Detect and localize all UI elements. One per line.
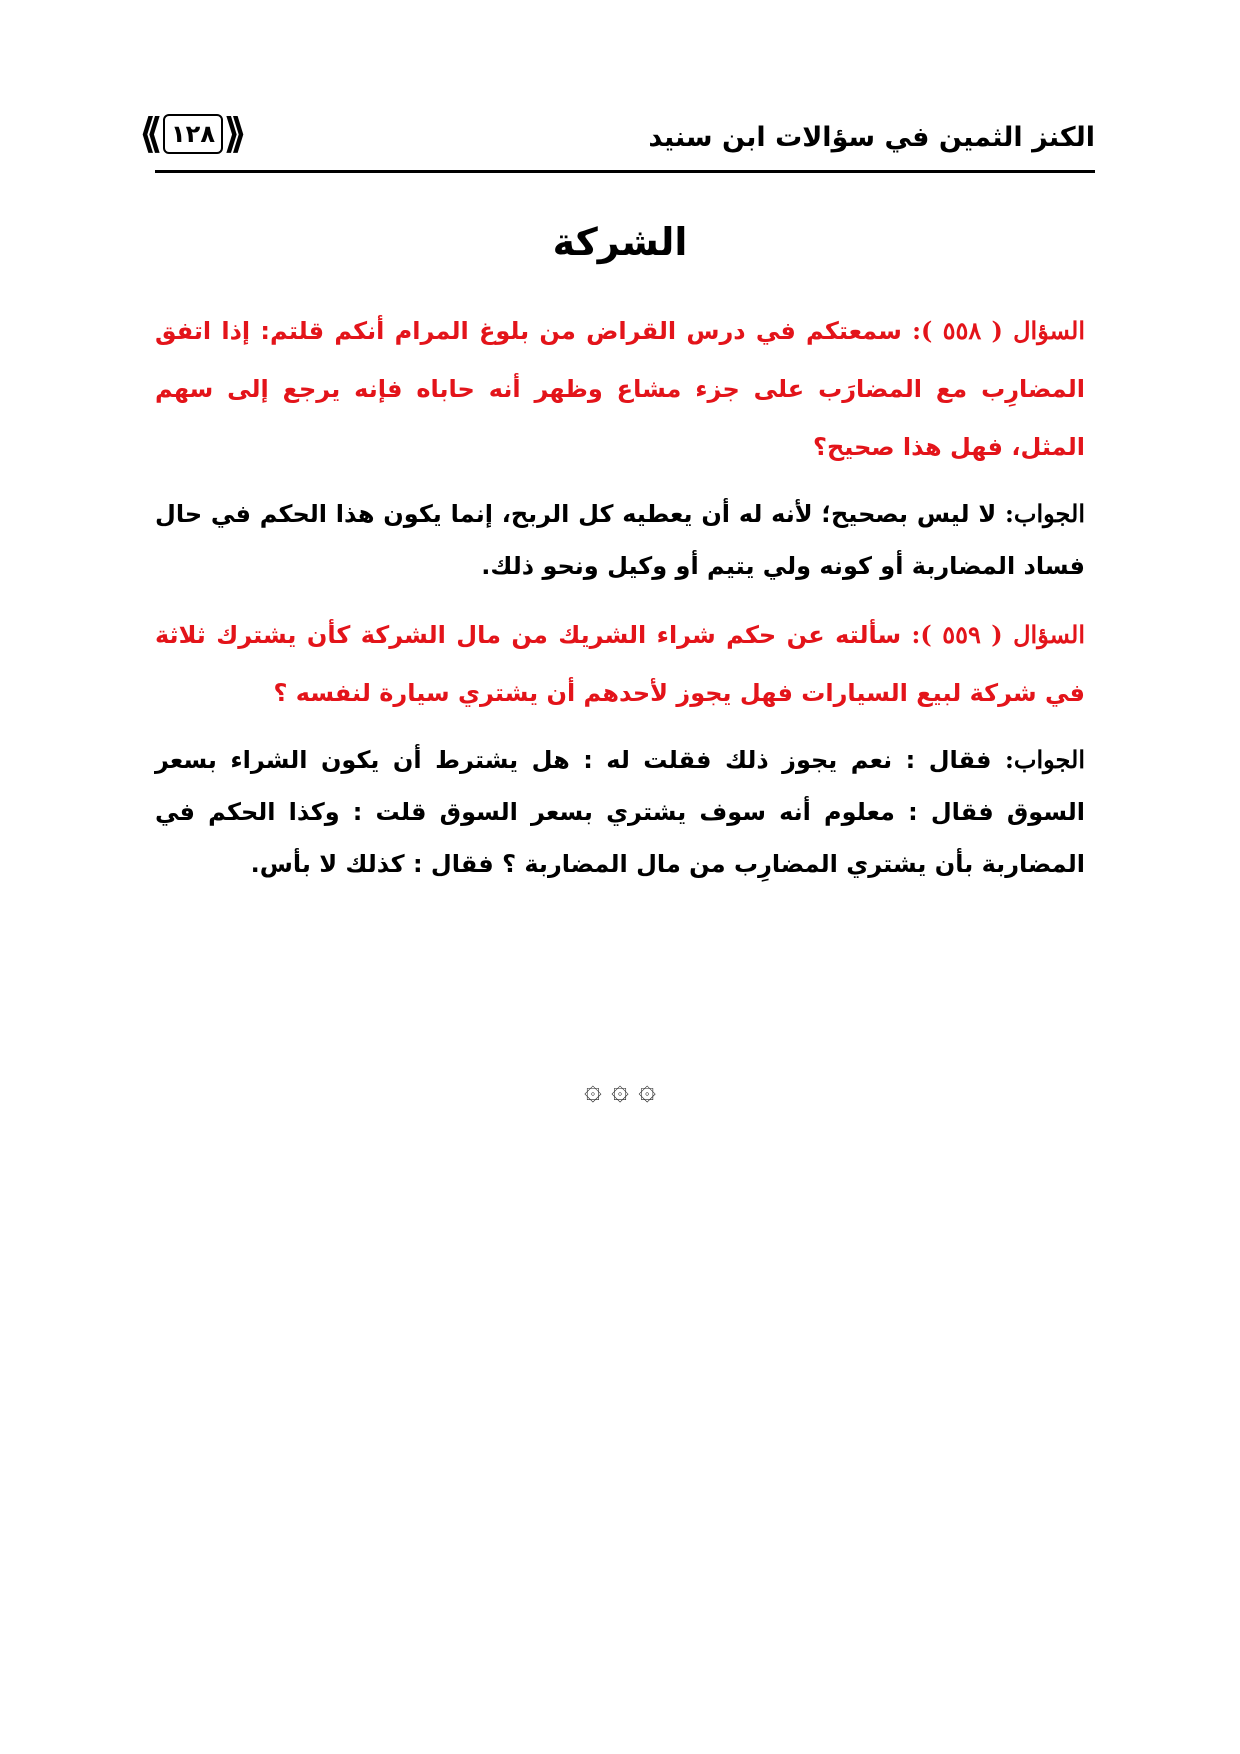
- answer-558: [155, 488, 1085, 592]
- section-end-ornament-icon: ۞ ۞ ۞: [584, 1072, 656, 1107]
- answer-text: لا ليس بصحيح؛ لأنه له أن يعطيه كل الربح، إنما يكون هذا الحكم في حال فساد المضاربة أو كونه ولي يتيم أو وكيل ونحو ذلك.: [155, 500, 1085, 580]
- book-title: الكنز الثمين في سؤالات ابن سنيد: [648, 122, 1095, 153]
- qa-content: [155, 302, 1085, 904]
- answer-label: الجواب:: [1005, 499, 1086, 528]
- answer-label: الجواب:: [1005, 745, 1086, 774]
- question-text: سمعتكم في درس القراض من بلوغ المرام أنكم قلتم: إذا اتفق المضارِب مع المضارَب على جزء مشاع وظهر أنه حاباه فإنه يرجع إلى سهم المثل، فهل هذا صحيح؟: [155, 317, 1085, 461]
- question-559: [155, 606, 1085, 722]
- page-number: ١٢٨: [163, 114, 223, 154]
- page-header: [139, 104, 1095, 173]
- question-label: السؤال ( ٥٥٩ ):: [911, 620, 1085, 649]
- question-text: سألته عن حكم شراء الشريك من مال الشركة كأن يشترك ثلاثة في شركة لبيع السيارات فهل يجوز لأحدهم أن يشتري سيارة لنفسه ؟: [155, 621, 1085, 707]
- question-558: [155, 302, 1085, 476]
- section-title: الشركة: [552, 220, 688, 264]
- answer-559: [155, 734, 1085, 890]
- question-label: السؤال ( ٥٥٨ ):: [912, 316, 1085, 345]
- bracket-left-icon: ⟪: [139, 110, 163, 157]
- answer-text: فقال : نعم يجوز ذلك فقلت له : هل يشترط أن يكون الشراء بسعر السوق فقال : معلوم أنه سوف يشتري بسعر السوق قلت : وكذا الحكم في المضاربة بأن يشتري المضارِب من مال المضاربة ؟ فقال : كذلك لا بأس.: [155, 746, 1085, 878]
- page-number-badge: [139, 110, 247, 157]
- bracket-right-icon: ⟫: [223, 110, 247, 157]
